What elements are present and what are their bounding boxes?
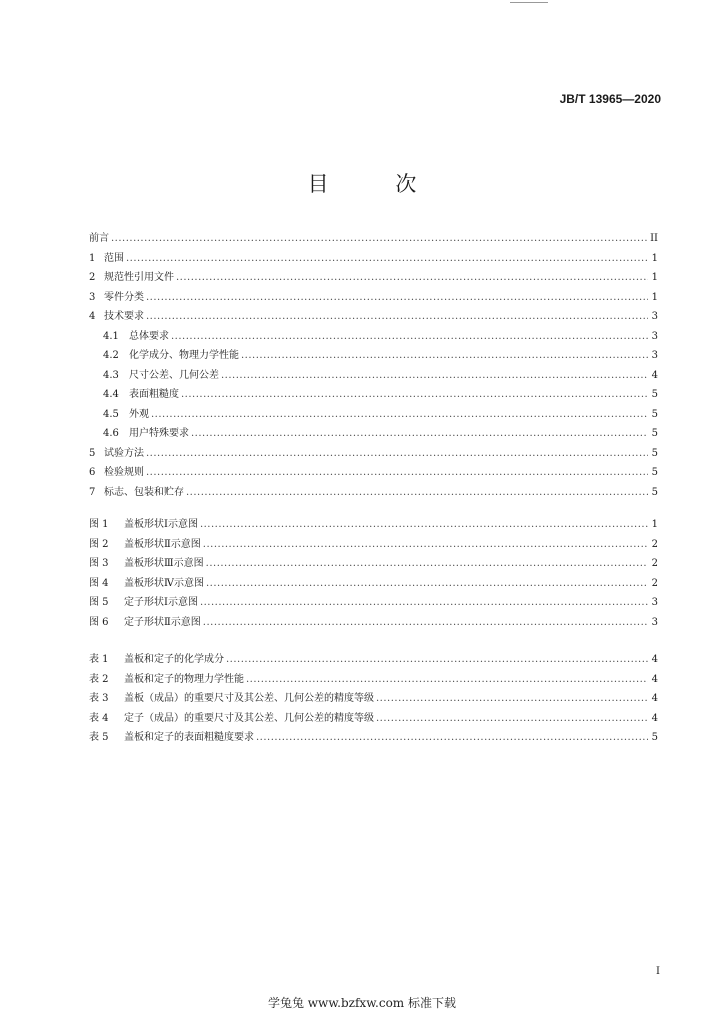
toc-entry-number: 5 bbox=[89, 447, 96, 459]
dot-leader bbox=[151, 409, 648, 420]
toc-entry-number: 表 5 bbox=[89, 732, 109, 743]
toc-entry-page: 2 bbox=[651, 558, 658, 569]
toc-entry-page: 4 bbox=[651, 673, 658, 685]
toc-entry-page: 5 bbox=[651, 389, 658, 400]
toc-entry[interactable] bbox=[89, 424, 658, 444]
toc-entry-number: 表 4 bbox=[89, 712, 109, 724]
toc-entry-number: 4.6 bbox=[103, 428, 119, 439]
toc-entry-page: 5 bbox=[651, 428, 658, 439]
toc-entry-label: 盖板和定子的物理力学性能 bbox=[124, 673, 244, 685]
toc-entry-page: II bbox=[650, 233, 658, 244]
dot-leader bbox=[146, 292, 648, 303]
toc-entry-label: 总体要求 bbox=[129, 330, 169, 342]
toc-entry[interactable] bbox=[89, 385, 658, 405]
toc-figures-list bbox=[89, 515, 658, 632]
toc-entry-page: 2 bbox=[651, 577, 658, 589]
footer-page-number: I bbox=[656, 966, 660, 977]
dot-leader bbox=[206, 578, 648, 589]
toc-entry[interactable] bbox=[89, 670, 658, 690]
toc-entry-page: 5 bbox=[651, 467, 658, 478]
toc-entry-number: 图 1 bbox=[89, 519, 109, 530]
dot-leader bbox=[126, 253, 648, 264]
dot-leader bbox=[181, 389, 648, 400]
toc-entry-label: 范围 bbox=[104, 252, 124, 264]
toc-entry-page: 3 bbox=[651, 330, 658, 342]
toc-entry-label: 尺寸公差、几何公差 bbox=[129, 369, 219, 381]
toc-entry[interactable] bbox=[89, 728, 658, 748]
toc-entry-label: 技术要求 bbox=[104, 311, 144, 322]
toc-entry-page: 2 bbox=[651, 538, 658, 550]
toc-entry-number: 图 3 bbox=[89, 558, 109, 569]
toc-entry-label: 盖板和定子的化学成分 bbox=[124, 654, 224, 665]
toc-entry-label: 标志、包装和贮存 bbox=[104, 486, 184, 498]
toc-entry[interactable] bbox=[89, 405, 658, 425]
toc-sections-list bbox=[89, 229, 658, 502]
dot-leader bbox=[206, 558, 648, 569]
watermark-text: 学兔兔 www.bzfxw.com 标准下载 bbox=[267, 996, 457, 1010]
toc-entry[interactable] bbox=[89, 327, 658, 347]
toc-entry-page: 4 bbox=[651, 712, 658, 724]
toc-entry-label: 外观 bbox=[129, 408, 149, 420]
toc-entry-label: 化学成分、物理力学性能 bbox=[129, 350, 239, 361]
toc-entry-page: 1 bbox=[651, 272, 658, 283]
toc-entry-page: 1 bbox=[651, 291, 658, 303]
dot-leader bbox=[241, 350, 648, 361]
toc-entry-page: 1 bbox=[651, 519, 658, 530]
toc-entry-number: 表 2 bbox=[89, 673, 109, 685]
toc-entry-number: 3 bbox=[89, 291, 96, 303]
toc-entry-page: 4 bbox=[651, 693, 658, 704]
toc-entry[interactable] bbox=[89, 650, 658, 670]
toc-entry-number: 图 5 bbox=[89, 597, 109, 608]
toc-entry-number: 1 bbox=[89, 252, 96, 264]
dot-leader bbox=[176, 272, 648, 283]
dot-leader bbox=[221, 370, 648, 381]
toc-tables-list bbox=[89, 650, 658, 748]
toc-entry-page: 5 bbox=[651, 486, 658, 498]
dot-leader bbox=[203, 617, 648, 628]
toc-entry[interactable] bbox=[89, 689, 658, 709]
toc-entry[interactable] bbox=[89, 366, 658, 386]
toc-entry-page: 3 bbox=[651, 597, 658, 608]
dot-leader bbox=[376, 713, 648, 724]
top-edge-line bbox=[510, 2, 548, 3]
toc-entry-page: 4 bbox=[651, 654, 658, 665]
page-title: 目 次 bbox=[307, 172, 447, 196]
toc-entry-page: 3 bbox=[651, 311, 658, 322]
dot-leader bbox=[146, 467, 648, 478]
toc-entry-number: 4.4 bbox=[103, 389, 119, 400]
toc-entry-page: 3 bbox=[651, 350, 658, 361]
toc-entry-number: 表 1 bbox=[89, 654, 109, 665]
toc-entry-number: 表 3 bbox=[89, 693, 109, 704]
dot-leader bbox=[246, 674, 648, 685]
dot-leader bbox=[256, 732, 648, 743]
dot-leader bbox=[186, 487, 648, 498]
toc-entry-number: 4.3 bbox=[103, 369, 119, 381]
toc-entry-label: 盖板形状Ⅲ示意图 bbox=[124, 558, 204, 569]
dot-leader bbox=[203, 539, 648, 550]
dot-leader bbox=[146, 311, 648, 322]
dot-leader bbox=[171, 331, 648, 342]
dot-leader bbox=[226, 654, 648, 665]
toc-entry-label: 盖板和定子的表面粗糙度要求 bbox=[124, 732, 254, 743]
dot-leader bbox=[200, 597, 648, 608]
toc-entry-number: 图 6 bbox=[89, 616, 109, 628]
toc-entry-number: 7 bbox=[89, 486, 96, 498]
toc-entry-page: 5 bbox=[651, 447, 658, 459]
toc-entry[interactable] bbox=[89, 463, 658, 483]
toc-entry-number: 4.1 bbox=[103, 330, 119, 342]
toc-entry-page: 1 bbox=[651, 252, 658, 264]
toc-entry-label: 定子（成品）的重要尺寸及其公差、几何公差的精度等级 bbox=[124, 712, 374, 724]
toc-entry[interactable] bbox=[89, 288, 658, 308]
toc-entry-label: 检验规则 bbox=[104, 467, 144, 478]
dot-leader bbox=[376, 693, 648, 704]
toc-entry[interactable] bbox=[89, 709, 658, 729]
toc-entry-label: 零件分类 bbox=[104, 291, 144, 303]
toc-entry[interactable] bbox=[89, 346, 658, 366]
toc-entry-label: 用户特殊要求 bbox=[129, 428, 189, 439]
toc-entry[interactable] bbox=[89, 444, 658, 464]
toc-entry-label: 前言 bbox=[89, 233, 109, 244]
toc-entry-number: 图 4 bbox=[89, 577, 109, 589]
toc-entry[interactable] bbox=[89, 268, 658, 288]
toc-entry-page: 3 bbox=[651, 616, 658, 628]
toc-entry-number: 图 2 bbox=[89, 538, 109, 550]
toc-entry[interactable] bbox=[89, 229, 658, 249]
toc-entry[interactable] bbox=[89, 483, 658, 503]
toc-entry-label: 试验方法 bbox=[104, 447, 144, 459]
dot-leader bbox=[146, 448, 648, 459]
toc-entry-label: 定子形状Ⅱ示意图 bbox=[124, 616, 201, 628]
dot-leader bbox=[200, 519, 648, 530]
toc-entry-label: 盖板形状Ⅱ示意图 bbox=[124, 538, 201, 550]
toc-entry-number: 6 bbox=[89, 467, 96, 478]
toc-entry[interactable] bbox=[89, 249, 658, 269]
dot-leader bbox=[191, 428, 648, 439]
toc-entry[interactable] bbox=[89, 515, 658, 535]
toc-entry-page: 5 bbox=[651, 732, 658, 743]
toc-entry[interactable] bbox=[89, 574, 658, 594]
toc-entry-number: 4.5 bbox=[103, 408, 119, 420]
toc-entry-label: 表面粗糙度 bbox=[129, 389, 179, 400]
dot-leader bbox=[111, 233, 648, 244]
toc-entry[interactable] bbox=[89, 535, 658, 555]
toc-entry-label: 盖板形状Ⅰ示意图 bbox=[124, 519, 198, 530]
toc-entry-page: 4 bbox=[651, 369, 658, 381]
toc-entry[interactable] bbox=[89, 307, 658, 327]
toc-entry-number: 4 bbox=[89, 311, 96, 322]
toc-entry[interactable] bbox=[89, 613, 658, 633]
toc-entry-number: 2 bbox=[89, 272, 96, 283]
toc-entry-label: 盖板形状Ⅳ示意图 bbox=[124, 577, 204, 589]
toc-entry[interactable] bbox=[89, 593, 658, 613]
toc-entry-page: 5 bbox=[651, 408, 658, 420]
toc-entry-label: 盖板（成品）的重要尺寸及其公差、几何公差的精度等级 bbox=[124, 693, 374, 704]
toc-entry-label: 规范性引用文件 bbox=[104, 272, 174, 283]
standard-code: JB/T 13965—2020 bbox=[559, 92, 661, 106]
toc-entry-number: 4.2 bbox=[103, 350, 119, 361]
toc-entry[interactable] bbox=[89, 554, 658, 574]
toc-entry-label: 定子形状Ⅰ示意图 bbox=[124, 597, 198, 608]
